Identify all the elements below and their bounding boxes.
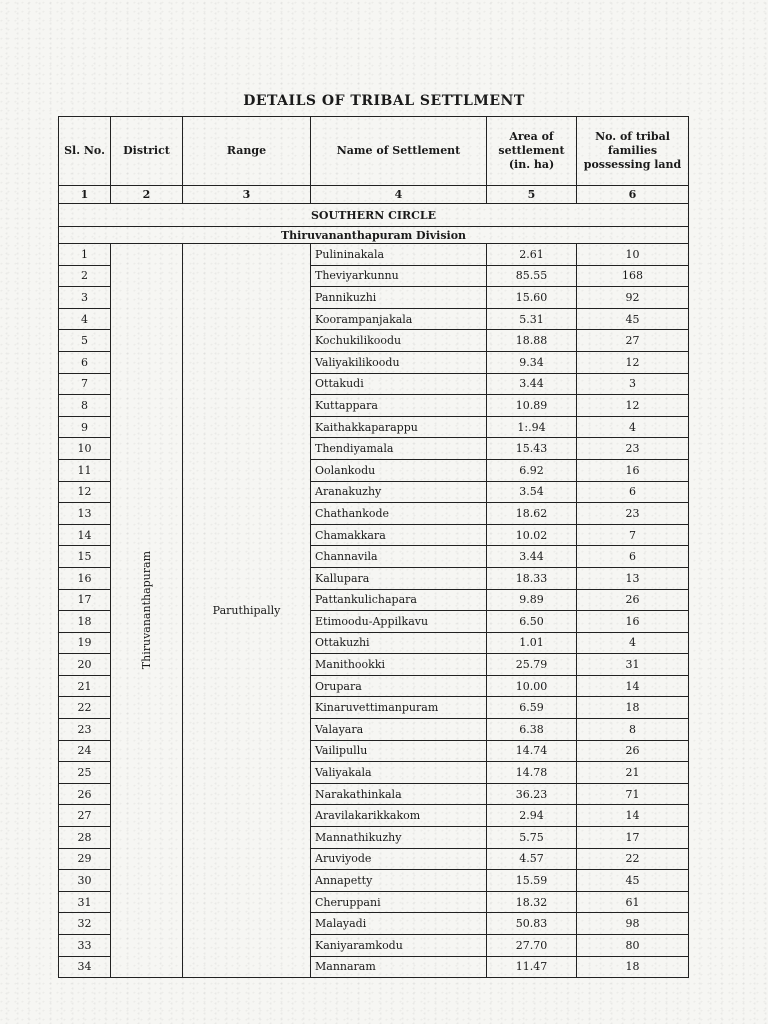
header-district: District: [111, 117, 183, 186]
families-cell: 22: [577, 848, 689, 870]
sl-no-cell: 15: [59, 546, 111, 568]
page-title: DETAILS OF TRIBAL SETTLMENT: [243, 93, 525, 109]
settlement-name-cell: Annapetty: [311, 870, 487, 892]
settlement-name-cell: Cheruppani: [311, 891, 487, 913]
area-cell: 18.62: [487, 503, 577, 525]
area-cell: 27.70: [487, 935, 577, 957]
families-cell: 18: [577, 697, 689, 719]
families-cell: 26: [577, 740, 689, 762]
area-cell: 9.34: [487, 351, 577, 373]
families-cell: 45: [577, 870, 689, 892]
sl-no-cell: 21: [59, 675, 111, 697]
sl-no-cell: 12: [59, 481, 111, 503]
families-cell: 98: [577, 913, 689, 935]
families-cell: 3: [577, 373, 689, 395]
settlement-name-cell: Kallupara: [311, 567, 487, 589]
district-label: Thiruvananthapuram: [140, 551, 153, 670]
sl-no-cell: 18: [59, 611, 111, 633]
sl-no-cell: 19: [59, 632, 111, 654]
families-cell: 71: [577, 783, 689, 805]
sl-no-cell: 17: [59, 589, 111, 611]
families-cell: 14: [577, 675, 689, 697]
sl-no-cell: 23: [59, 719, 111, 741]
area-cell: 15.43: [487, 438, 577, 460]
area-cell: 11.47: [487, 956, 577, 978]
families-cell: 16: [577, 459, 689, 481]
families-cell: 17: [577, 827, 689, 849]
sl-no-cell: 31: [59, 891, 111, 913]
settlement-name-cell: Malayadi: [311, 913, 487, 935]
range-cell: Paruthipally: [183, 244, 311, 978]
families-cell: 16: [577, 611, 689, 633]
settlement-name-cell: Aravilakarikkakom: [311, 805, 487, 827]
families-cell: 13: [577, 567, 689, 589]
families-cell: 4: [577, 416, 689, 438]
sl-no-cell: 9: [59, 416, 111, 438]
sl-no-cell: 20: [59, 654, 111, 676]
settlement-name-cell: Narakathinkala: [311, 783, 487, 805]
families-cell: 6: [577, 546, 689, 568]
settlement-name-cell: Valiyakilikoodu: [311, 351, 487, 373]
settlement-table: [58, 116, 689, 978]
families-cell: 10: [577, 244, 689, 266]
division-heading: Thiruvananthapuram Division: [59, 227, 689, 244]
area-cell: 3.44: [487, 373, 577, 395]
sl-no-cell: 30: [59, 870, 111, 892]
sl-no-cell: 14: [59, 524, 111, 546]
area-cell: 18.33: [487, 567, 577, 589]
area-cell: 10.00: [487, 675, 577, 697]
sl-no-cell: 1: [59, 244, 111, 266]
sl-no-cell: 2: [59, 265, 111, 287]
column-number: 1: [59, 186, 111, 204]
area-cell: 15.60: [487, 287, 577, 309]
settlement-name-cell: Kinaruvettimanpuram: [311, 697, 487, 719]
settlement-name-cell: Ottakuzhi: [311, 632, 487, 654]
settlement-name-cell: Pannikuzhi: [311, 287, 487, 309]
sl-no-cell: 16: [59, 567, 111, 589]
settlement-name-cell: Orupara: [311, 675, 487, 697]
sl-no-cell: 27: [59, 805, 111, 827]
column-number: 6: [577, 186, 689, 204]
settlement-name-cell: Kaithakkaparappu: [311, 416, 487, 438]
area-cell: 6.50: [487, 611, 577, 633]
sl-no-cell: 29: [59, 848, 111, 870]
sl-no-cell: 34: [59, 956, 111, 978]
families-cell: 12: [577, 351, 689, 373]
header-name: Name of Settlement: [311, 117, 487, 186]
area-cell: 6.38: [487, 719, 577, 741]
sl-no-cell: 22: [59, 697, 111, 719]
settlement-name-cell: Vailipullu: [311, 740, 487, 762]
settlement-name-cell: Theviyarkunnu: [311, 265, 487, 287]
settlement-name-cell: Mannathikuzhy: [311, 827, 487, 849]
area-cell: 5.31: [487, 308, 577, 330]
families-cell: 8: [577, 719, 689, 741]
area-cell: 1:.94: [487, 416, 577, 438]
column-number: 2: [111, 186, 183, 204]
settlement-name-cell: Mannaram: [311, 956, 487, 978]
area-cell: 4.57: [487, 848, 577, 870]
area-cell: 9.89: [487, 589, 577, 611]
area-cell: 2.94: [487, 805, 577, 827]
area-cell: 14.74: [487, 740, 577, 762]
area-cell: 10.89: [487, 395, 577, 417]
settlement-name-cell: Kaniyaramkodu: [311, 935, 487, 957]
settlement-name-cell: Oolankodu: [311, 459, 487, 481]
families-cell: 6: [577, 481, 689, 503]
sl-no-cell: 8: [59, 395, 111, 417]
area-cell: 25.79: [487, 654, 577, 676]
families-cell: 26: [577, 589, 689, 611]
settlement-name-cell: Thendiyamala: [311, 438, 487, 460]
settlement-name-cell: Kuttappara: [311, 395, 487, 417]
header-row: [59, 117, 689, 186]
settlement-name-cell: Chathankode: [311, 503, 487, 525]
settlement-name-cell: Ottakudi: [311, 373, 487, 395]
area-cell: 3.54: [487, 481, 577, 503]
sl-no-cell: 4: [59, 308, 111, 330]
families-cell: 80: [577, 935, 689, 957]
area-cell: 36.23: [487, 783, 577, 805]
families-cell: 168: [577, 265, 689, 287]
area-cell: 85.55: [487, 265, 577, 287]
sl-no-cell: 7: [59, 373, 111, 395]
families-cell: 45: [577, 308, 689, 330]
header-area: Area of settlement (in. ha): [487, 117, 577, 186]
table-body: [59, 244, 689, 978]
sl-no-cell: 6: [59, 351, 111, 373]
sl-no-cell: 13: [59, 503, 111, 525]
families-cell: 23: [577, 503, 689, 525]
families-cell: 7: [577, 524, 689, 546]
settlement-name-cell: Pattankulichapara: [311, 589, 487, 611]
circle-heading: SOUTHERN CIRCLE: [59, 204, 689, 227]
area-cell: 18.32: [487, 891, 577, 913]
division-row: [59, 227, 689, 244]
table-row: [59, 244, 689, 266]
families-cell: 4: [577, 632, 689, 654]
sl-no-cell: 24: [59, 740, 111, 762]
families-cell: 92: [577, 287, 689, 309]
sl-no-cell: 28: [59, 827, 111, 849]
area-cell: 14.78: [487, 762, 577, 784]
families-cell: 31: [577, 654, 689, 676]
settlement-name-cell: Chamakkara: [311, 524, 487, 546]
area-cell: 10.02: [487, 524, 577, 546]
settlement-name-cell: Aranakuzhy: [311, 481, 487, 503]
settlement-name-cell: Pulininakala: [311, 244, 487, 266]
column-number: 4: [311, 186, 487, 204]
sl-no-cell: 26: [59, 783, 111, 805]
area-cell: 2.61: [487, 244, 577, 266]
header-range: Range: [183, 117, 311, 186]
column-number: 3: [183, 186, 311, 204]
sl-no-cell: 5: [59, 330, 111, 352]
families-cell: 27: [577, 330, 689, 352]
settlement-name-cell: Aruviyode: [311, 848, 487, 870]
area-cell: 6.59: [487, 697, 577, 719]
sl-no-cell: 3: [59, 287, 111, 309]
header-sl-no: Sl. No.: [59, 117, 111, 186]
area-cell: 5.75: [487, 827, 577, 849]
circle-row: [59, 204, 689, 227]
area-cell: 50.83: [487, 913, 577, 935]
district-cell: [111, 244, 183, 978]
families-cell: 12: [577, 395, 689, 417]
area-cell: 1.01: [487, 632, 577, 654]
families-cell: 23: [577, 438, 689, 460]
area-cell: 3.44: [487, 546, 577, 568]
area-cell: 6.92: [487, 459, 577, 481]
column-number-row: [59, 186, 689, 204]
sl-no-cell: 25: [59, 762, 111, 784]
settlement-name-cell: Koorampanjakala: [311, 308, 487, 330]
settlement-name-cell: Etimoodu-Appilkavu: [311, 611, 487, 633]
settlement-name-cell: Kochukilikoodu: [311, 330, 487, 352]
area-cell: 15.59: [487, 870, 577, 892]
column-number: 5: [487, 186, 577, 204]
settlement-name-cell: Manithookki: [311, 654, 487, 676]
settlement-name-cell: Valiyakala: [311, 762, 487, 784]
header-families: No. of tribal families possessing land: [577, 117, 689, 186]
area-cell: 18.88: [487, 330, 577, 352]
settlement-name-cell: Channavila: [311, 546, 487, 568]
families-cell: 21: [577, 762, 689, 784]
families-cell: 18: [577, 956, 689, 978]
families-cell: 61: [577, 891, 689, 913]
sl-no-cell: 11: [59, 459, 111, 481]
families-cell: 14: [577, 805, 689, 827]
sl-no-cell: 33: [59, 935, 111, 957]
sl-no-cell: 32: [59, 913, 111, 935]
sl-no-cell: 10: [59, 438, 111, 460]
settlement-name-cell: Valayara: [311, 719, 487, 741]
